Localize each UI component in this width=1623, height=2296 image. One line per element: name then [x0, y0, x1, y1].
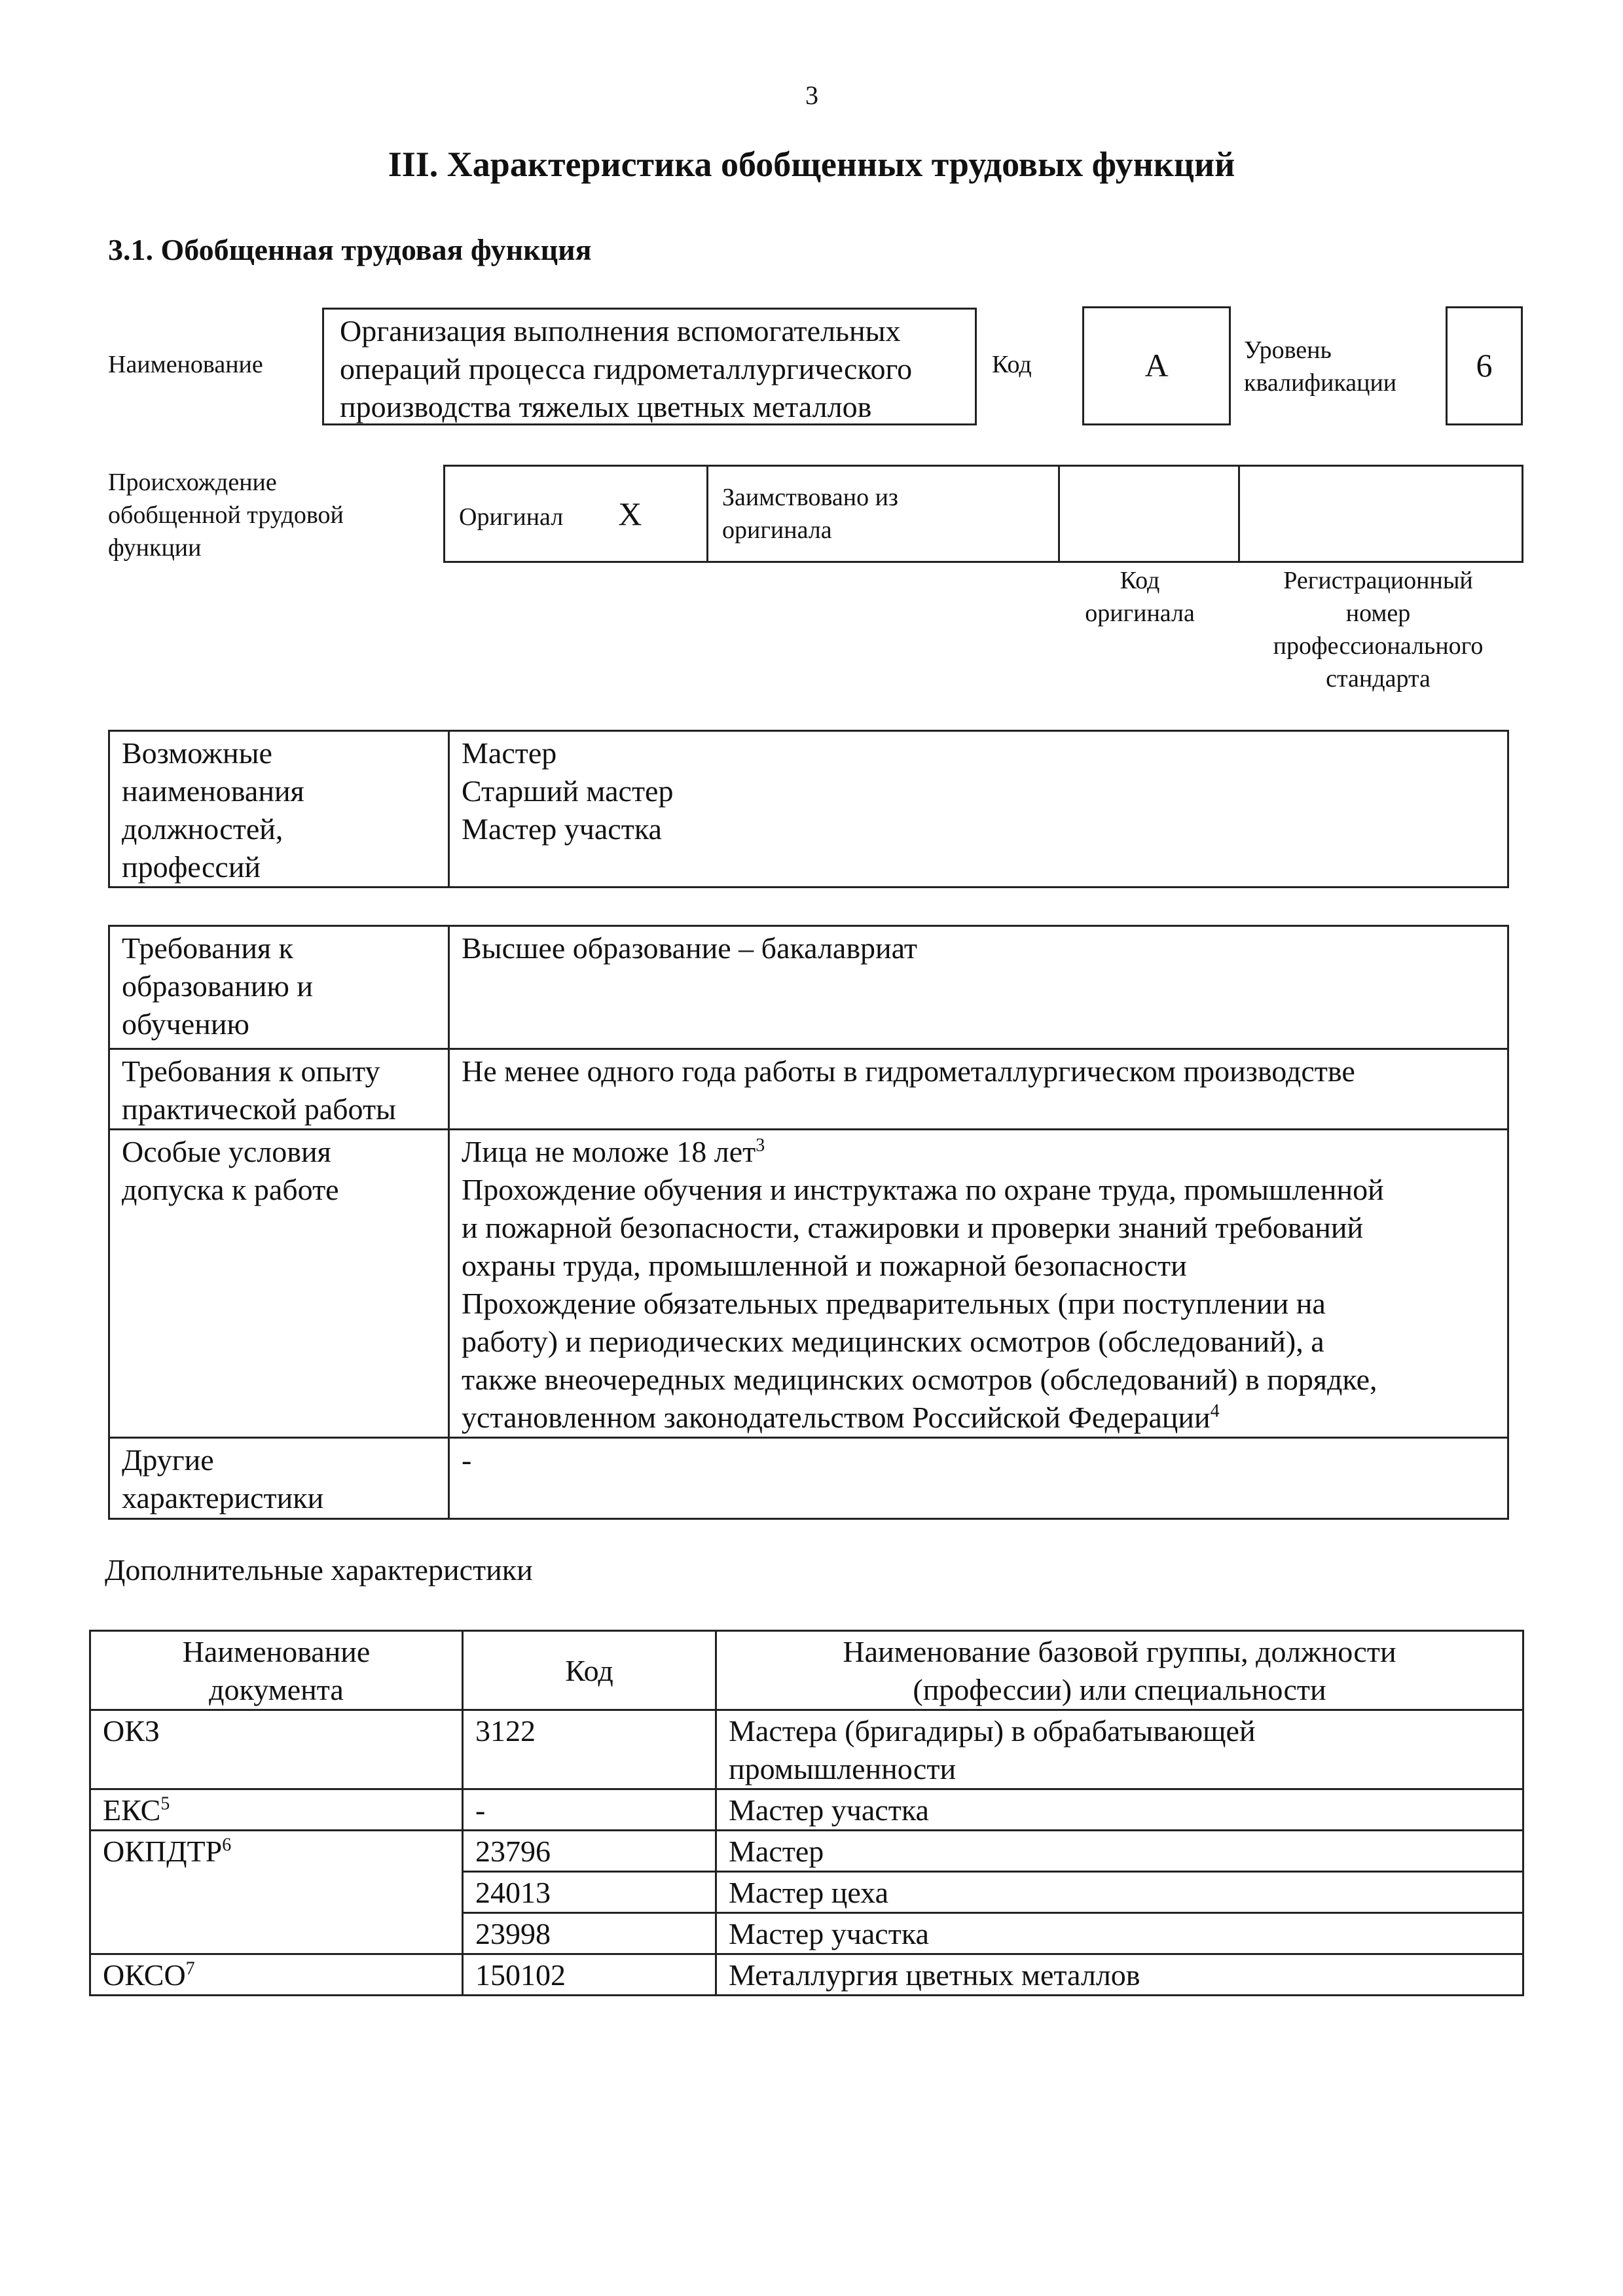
table-row [90, 1954, 1523, 1996]
education-label-line: образованию и [122, 969, 313, 1003]
reg-number-cell [1239, 466, 1523, 562]
admission-line: Лица не моложе 18 лет$^3$ [462, 1135, 765, 1168]
row-code: 23998 [463, 1913, 716, 1954]
level-value: 6 [1476, 347, 1493, 384]
footnote-ref: 7 [185, 1958, 195, 1979]
header-name-line: Наименование базовой группы, должности [843, 1635, 1396, 1668]
row-code: 24013 [463, 1872, 716, 1913]
header-doc-line: Наименование [182, 1635, 371, 1668]
original-mark: X [618, 495, 642, 532]
table-row [90, 1831, 1523, 1872]
reg-caption [1231, 564, 1525, 695]
origin-label-line: функции [108, 534, 202, 562]
admission-label-line: допуска к работе [122, 1173, 339, 1206]
table-row [90, 1913, 1523, 1954]
other-label-line: характеристики [122, 1481, 324, 1515]
reg-caption-line: Регистрационный [1283, 567, 1473, 594]
page-number: 3 [805, 81, 818, 110]
row-doc: ЕКС$^5$ [90, 1789, 463, 1831]
row-name: Мастер участка [716, 1913, 1523, 1954]
footnote-ref: 5 [160, 1793, 170, 1814]
code-box [1082, 306, 1231, 425]
reg-caption-line: профессионального [1273, 632, 1484, 660]
code-caption [1051, 564, 1228, 630]
positions-label-line: наименования [122, 774, 304, 808]
position-item: Мастер участка [462, 812, 662, 846]
origin-label-line: Происхождение [108, 469, 277, 496]
education-label [109, 926, 449, 1049]
row-doc: ОКПДТР$^6$ [90, 1831, 463, 1872]
row-name-line: промышленности [729, 1752, 957, 1785]
admission-line: также внеочередных медицинских осмотров (обследований) в порядке, [462, 1363, 1377, 1396]
additional-table [89, 1630, 1524, 1996]
positions-label-line: должностей, [122, 812, 283, 846]
footnote-ref: 4 [1210, 1401, 1220, 1422]
position-item: Мастер [462, 736, 557, 770]
admission-line: охраны труда, промышленной и пожарной безопасности [462, 1249, 1187, 1282]
original-label: Оригинал [459, 503, 564, 531]
education-label-line: Требования к [122, 931, 293, 965]
row-code: - [463, 1789, 716, 1831]
admission-line: Прохождение обязательных предварительных (при поступлении на [462, 1287, 1326, 1320]
admission-label-line: Особые условия [122, 1135, 331, 1168]
header-code: Код [463, 1631, 716, 1710]
row-name: Металлургия цветных металлов [716, 1954, 1523, 1996]
header-doc-line: документа [209, 1673, 344, 1706]
row-name: Мастер участка [716, 1789, 1523, 1831]
admission-label [109, 1130, 449, 1438]
positions-label [109, 731, 449, 888]
origin-table [443, 465, 1523, 563]
borrowed-label-line: оригинала [722, 516, 832, 544]
admission-value [449, 1130, 1508, 1438]
row-code: 150102 [463, 1954, 716, 1996]
borrowed-cell [708, 466, 1059, 562]
positions-label-line: Возможные [122, 736, 272, 770]
row-doc: ОКЗ [90, 1710, 463, 1789]
header-name [716, 1631, 1523, 1710]
level-label-line: квалификации [1244, 369, 1397, 397]
other-label-line: Другие [122, 1443, 214, 1477]
origin-label [108, 466, 344, 564]
other-value: - [449, 1438, 1508, 1519]
section-title: III. Характеристика обобщенных трудовых функций [388, 145, 1235, 184]
experience-value: Не менее одного года работы в гидрометаллургическом производстве [449, 1049, 1508, 1130]
footnote-ref: 3 [756, 1135, 765, 1156]
reg-caption-line: стандарта [1326, 665, 1431, 692]
positions-label-line: профессий [122, 850, 261, 884]
table-row [90, 1872, 1523, 1913]
function-name-label: Наименование [108, 351, 263, 378]
level-box [1446, 306, 1523, 425]
experience-label-line: практической работы [122, 1092, 396, 1126]
function-name-line: операций процесса гидрометаллургического [340, 352, 913, 386]
position-item: Старший мастер [462, 774, 674, 808]
row-doc [90, 1872, 463, 1913]
row-code: 3122 [463, 1710, 716, 1789]
code-caption-line: оригинала [1085, 600, 1195, 627]
row-name: Мастер цеха [716, 1872, 1523, 1913]
other-label [109, 1438, 449, 1519]
row-code: 23796 [463, 1831, 716, 1872]
row-name: Мастер [716, 1831, 1523, 1872]
education-value: Высшее образование – бакалавриат [449, 926, 1508, 1049]
reg-caption-line: номер [1345, 600, 1411, 627]
positions-values [449, 731, 1508, 888]
admission-line: установленном законодательством Российской Федерации$^4$ [462, 1401, 1220, 1434]
table-row [90, 1789, 1523, 1831]
code-label: Код [992, 351, 1032, 378]
origin-label-line: обобщенной трудовой [108, 501, 344, 529]
code-value: А [1144, 347, 1169, 384]
additional-heading: Дополнительные характеристики [105, 1553, 533, 1587]
code-caption-line: Код [1120, 567, 1160, 594]
row-doc [90, 1913, 463, 1954]
admission-line: Прохождение обучения и инструктажа по охране труда, промышленной [462, 1173, 1384, 1206]
header-name-line: (профессии) или специальности [913, 1673, 1326, 1706]
row-name [716, 1710, 1523, 1789]
experience-label-line: Требования к опыту [122, 1054, 380, 1088]
admission-line: и пожарной безопасности, стажировки и проверки знаний требований [462, 1211, 1364, 1244]
row-doc: ОКСО$^7$ [90, 1954, 463, 1996]
requirements-table [108, 925, 1509, 1520]
experience-label [109, 1049, 449, 1130]
borrowed-label-line: Заимствовано из [722, 484, 898, 511]
positions-table [108, 730, 1509, 888]
original-cell [445, 466, 708, 562]
level-label [1244, 334, 1396, 399]
table-row [90, 1710, 1523, 1789]
function-name-line: производства тяжелых цветных металлов [340, 390, 872, 423]
admission-line: работу) и периодических медицинских осмотров (обследований), а [462, 1325, 1324, 1358]
function-name-box [322, 308, 977, 425]
row-name-line: Мастера (бригадиры) в обрабатывающей [729, 1714, 1256, 1748]
original-code-cell [1059, 466, 1239, 562]
header-doc [90, 1631, 463, 1710]
subsection-title: 3.1. Обобщенная трудовая функция [108, 233, 592, 266]
level-label-line: Уровень [1244, 336, 1332, 364]
education-label-line: обучению [122, 1007, 249, 1041]
function-name-line: Организация выполнения вспомогательных [340, 314, 901, 348]
footnote-ref: 6 [222, 1835, 232, 1856]
